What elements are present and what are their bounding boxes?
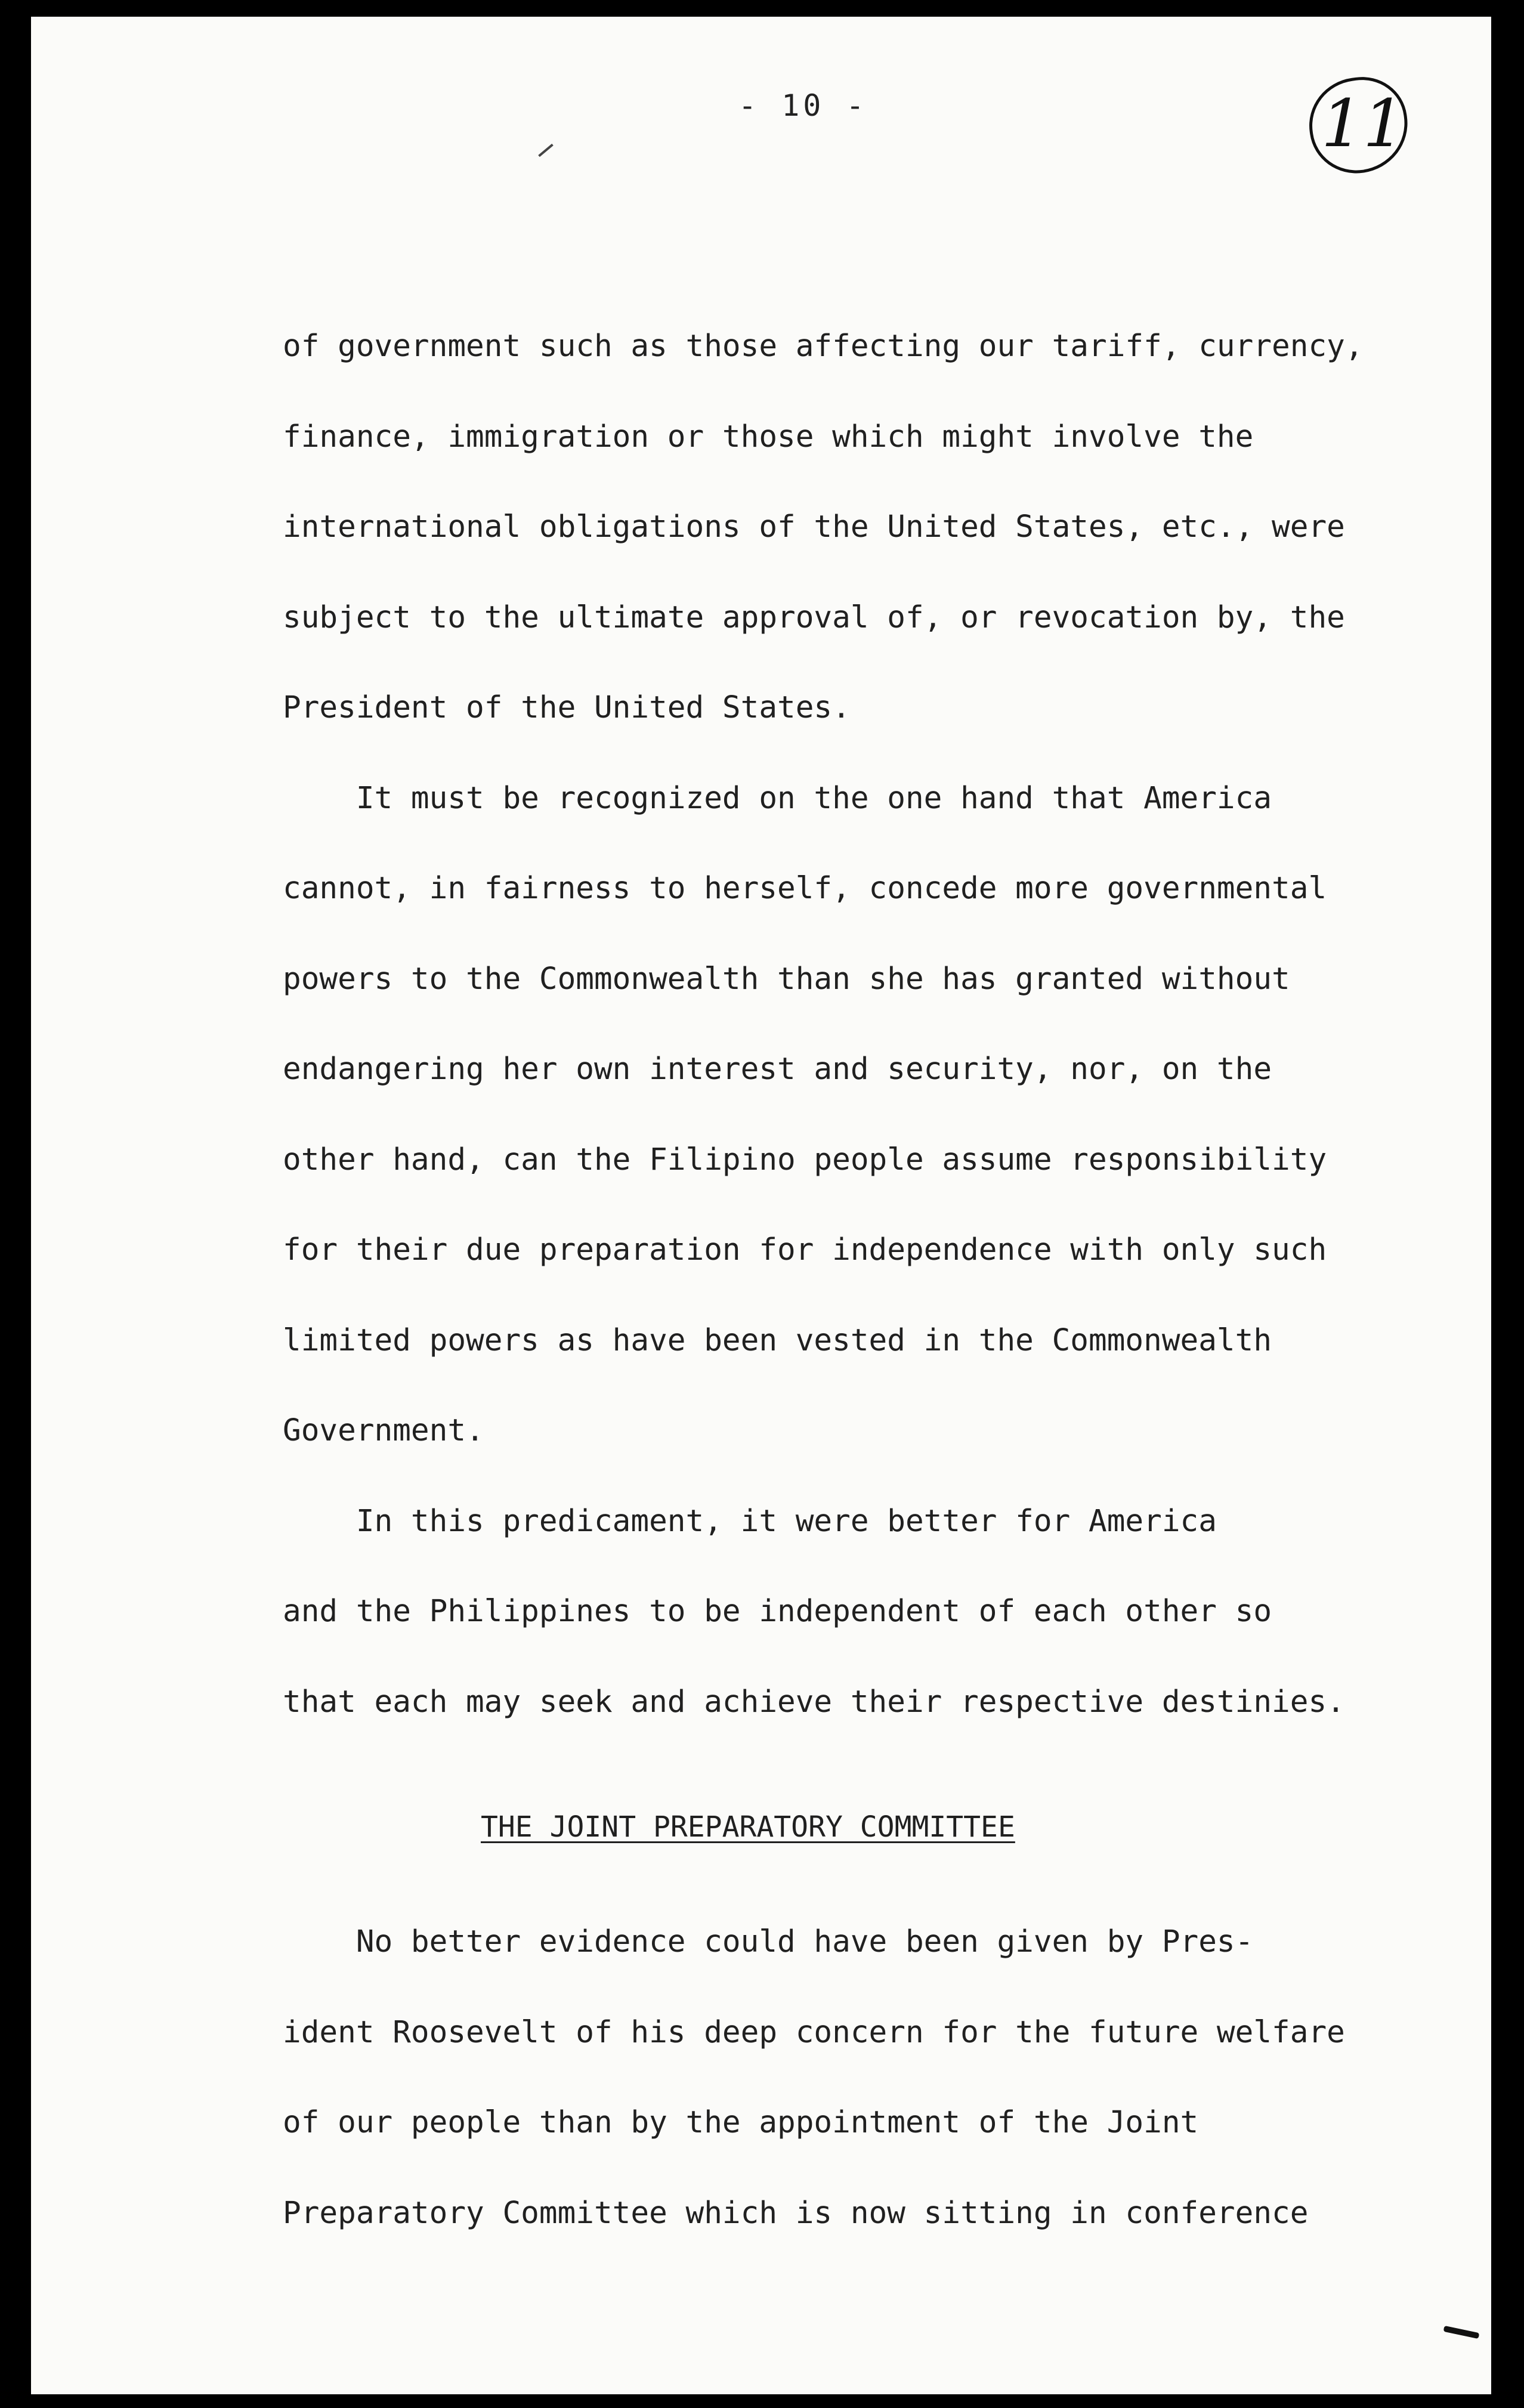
page-number: - 10 -	[738, 88, 868, 123]
text-line: other hand, can the Filipino people assume responsibility	[283, 1142, 1327, 1177]
text-line: President of the United States.	[283, 690, 851, 725]
text-line: of government such as those affecting our tariff, currency,	[283, 329, 1364, 364]
text-line: of our people than by the appointment of the Joint	[283, 2105, 1199, 2140]
text-line: limited powers as have been vested in the Commonwealth	[283, 1322, 1272, 1358]
text-line: Government.	[283, 1413, 484, 1448]
body-text	[283, 301, 1364, 1747]
text-line: It must be recognized on the one hand that America	[283, 780, 1272, 816]
text-line: and the Philippines to be independent of each other so	[283, 1594, 1272, 1629]
body-text-continued	[283, 1897, 1356, 2258]
text-line: subject to the ultimate approval of, or revocation by, the	[283, 599, 1345, 635]
text-line: international obligations of the United States, etc., were	[283, 509, 1345, 545]
text-line: powers to the Commonwealth than she has granted without	[283, 961, 1290, 997]
text-line: endangering her own interest and security, nor, on the	[283, 1052, 1272, 1087]
text-line: for their due preparation for independence with only such	[283, 1232, 1327, 1268]
folio-number: 11	[1321, 85, 1405, 162]
text-line: cannot, in fairness to herself, concede more governmental	[283, 871, 1327, 906]
section-heading: THE JOINT PREPARATORY COMMITTEE	[481, 1810, 1015, 1844]
text-line: that each may seek and achieve their respective destinies.	[283, 1684, 1345, 1720]
text-line: ident Roosevelt of his deep concern for the future welfare	[283, 2014, 1345, 2050]
text-line: finance, immigration or those which might involve the	[283, 419, 1254, 455]
text-line: No better evidence could have been given by Pres-	[283, 1924, 1254, 1959]
text-line: Preparatory Committee which is now sitting in conference	[283, 2195, 1309, 2231]
text-line: In this predicament, it were better for America	[283, 1503, 1217, 1539]
